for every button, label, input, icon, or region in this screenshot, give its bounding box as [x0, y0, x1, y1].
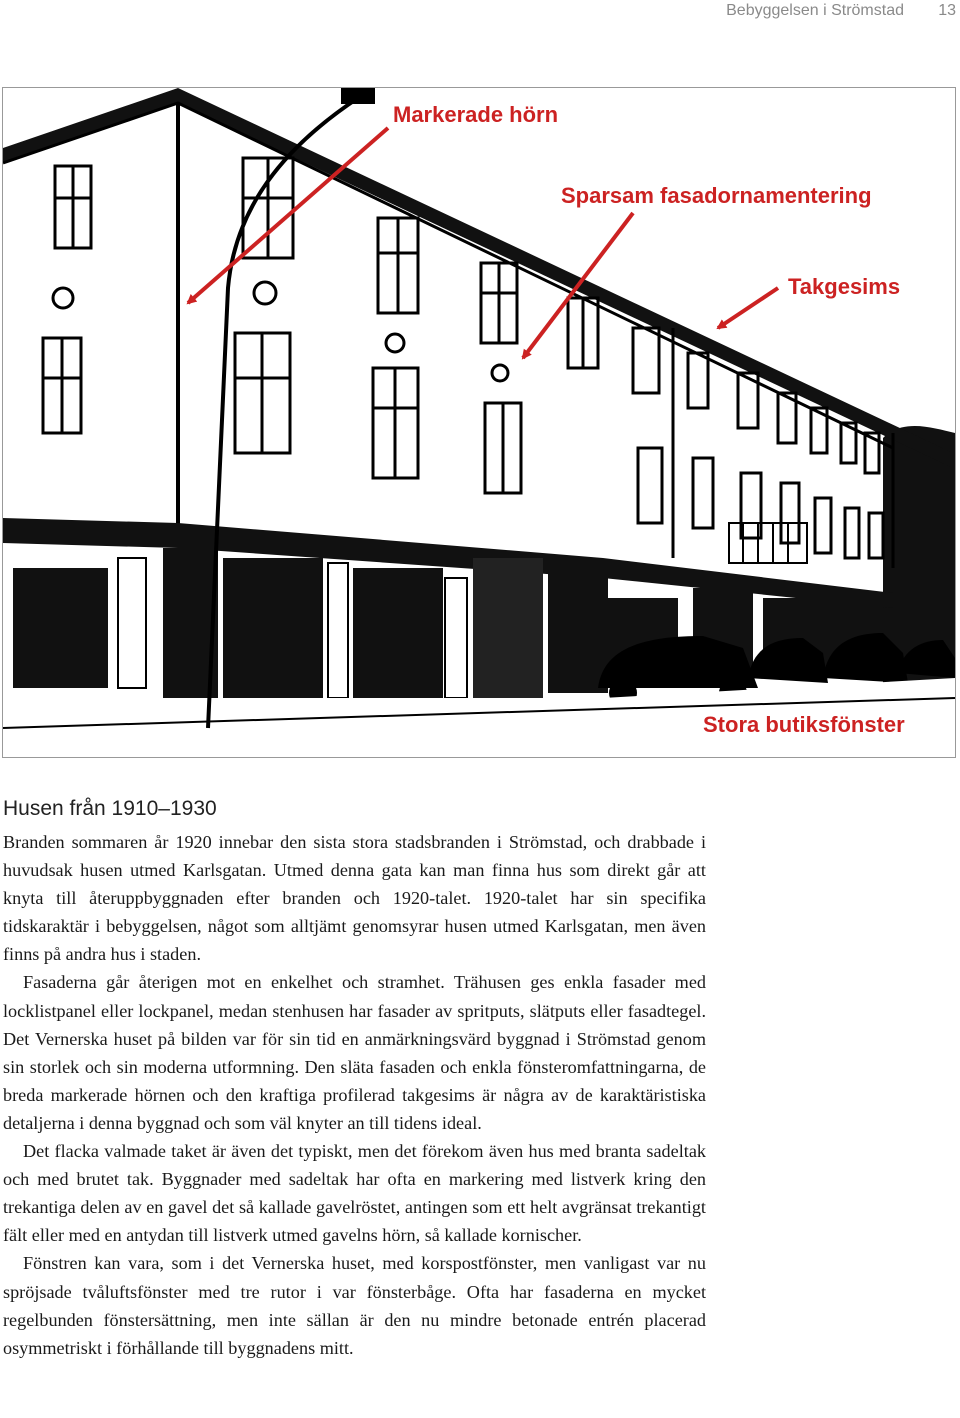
paragraph-2: Fasaderna går återigen mot en enkelhet och stramhet. Trähusen ges enkla fasader med locklistpanel eller lockpanel, medan stenhusen har fasader av spritputs, slätputs eller fasadtegel. Det Vernerska huset på bilden var för sin tid en anmärkningsvärd byggnad i Strömstad genom sin storlek och sin moderna utformning. Den släta fasaden och enkla fönsteromfattningarna, de breda markerade hörnen och den kraftiga profilerad takgesims är några av de karaktäristiska detaljerna i denna byggnad och som väl knyter an till tidens ideal.: [3, 972, 706, 1133]
annotation-cornice: Takgesims: [788, 274, 901, 299]
paragraph-3: Det flacka valmade taket är även det typiskt, men det förekom även hus med branta sadeltak och med brutet tak. Byggnader med sadeltak har ofta en markering med listverk kring den trekantiga delen av en gavel det så kallade gavelröstet, antingen som ett helt avgränsat trekantigt fält eller med en antydan till listverk utmed gavelns hörn, så kallade kornischer.: [3, 1141, 706, 1246]
annotation-shop-windows: Stora butiksfönster: [703, 712, 905, 737]
building-photo-figure: [2, 87, 956, 758]
annotation-corners: Markerade hörn: [393, 102, 559, 127]
section-title: Husen från 1910–1930: [3, 797, 217, 820]
page-number: 13: [938, 2, 956, 19]
paragraph-1: Branden sommaren år 1920 innebar den sista stora stadsbranden i Strömstad, och drabbade i huvudsak husen utmed Karlsgatan. Utmed denna gata kan man finna hus som direkt går att knyta till återuppbyggnaden efter branden och 1920-talet. 1920-talet har sin specifika tidskaraktär i bebyggelsen, något som alltjämt genomsyrar husen utmed Karlsgatan, men även finns på andra hus i staden.: [3, 832, 706, 965]
body-text: [3, 828, 706, 1362]
paragraph-4: Fönstren kan vara, som i det Vernerska huset, med korspostfönster, men vanligast var nu spröjsade tvåluftsfönster med tre rutor i var fönsterbåge. Ofta har fasaderna en mycket regelbunden fönstersättning, men inte sällan är den nu mindre betonade entrén placerad osymmetriskt i förhållande till byggnadens mitt.: [3, 1253, 706, 1358]
page-header: [0, 0, 960, 28]
annotation-ornament: Sparsam fasadornamentering: [561, 183, 872, 208]
running-header-title: Bebyggelsen i Strömstad: [726, 2, 904, 19]
